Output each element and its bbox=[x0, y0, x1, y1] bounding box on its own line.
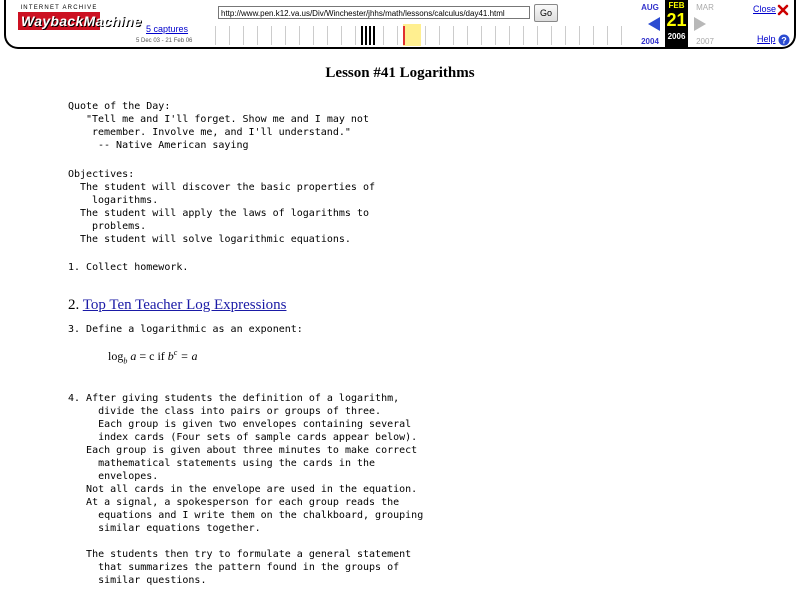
list-item-4-line: similar questions. bbox=[68, 575, 207, 586]
timeline-month-tick bbox=[313, 26, 314, 45]
list-item-4-line bbox=[68, 535, 423, 548]
logo-main-text: WaybackMachine bbox=[18, 12, 100, 30]
list-item-4-line: envelopes. bbox=[68, 471, 159, 482]
timeline-month-tick bbox=[621, 26, 622, 45]
wayback-logo[interactable] bbox=[18, 5, 142, 41]
list-item-4-line: equations and I write them on the chalkboard, grouping bbox=[68, 510, 424, 521]
top-ten-log-expressions-link[interactable]: Top Ten Teacher Log Expressions bbox=[82, 297, 287, 313]
timeline-month-tick bbox=[215, 26, 216, 45]
timeline-month-tick bbox=[341, 26, 342, 45]
timeline-capture-mark[interactable] bbox=[361, 26, 363, 45]
timeline-current-capture-mark bbox=[403, 26, 405, 45]
list-item-4 bbox=[68, 392, 423, 587]
close-icon[interactable] bbox=[777, 3, 789, 21]
help-icon[interactable] bbox=[778, 33, 790, 51]
objective-1-line-2: logarithms. bbox=[92, 195, 159, 206]
prev-month-link[interactable]: AUG bbox=[641, 3, 659, 12]
quote-heading: Quote of the Day: bbox=[68, 101, 171, 112]
objective-2-line-2: problems. bbox=[92, 221, 147, 232]
timeline-month-tick bbox=[425, 26, 426, 45]
timeline-capture-mark[interactable] bbox=[365, 26, 367, 45]
list-item-4-line: mathematical statements using the cards in the bbox=[68, 458, 376, 469]
prev-year-link[interactable]: 2004 bbox=[641, 37, 659, 46]
list-item-4-line: divide the class into pairs or groups of three. bbox=[68, 406, 382, 417]
list-item-4-line: The students then try to formulate a general statement bbox=[68, 549, 412, 560]
capture-date-range: 5 Dec 03 - 21 Feb 06 bbox=[136, 38, 193, 44]
objectives-heading: Objectives: bbox=[68, 169, 135, 180]
list-item-4-line: At a signal, a spokesperson for each group reads the bbox=[68, 497, 400, 508]
timeline-month-tick bbox=[453, 26, 454, 45]
url-input[interactable]: http://www.pen.k12.va.us/Div/Winchester/jhhs/math/lessons/calculus/day41.html bbox=[218, 6, 530, 19]
captures-link[interactable]: 5 captures bbox=[146, 24, 189, 34]
help-link[interactable]: Help bbox=[757, 34, 776, 44]
timeline-month-tick bbox=[495, 26, 496, 45]
timeline-month-tick bbox=[593, 26, 594, 45]
timeline-capture-mark[interactable] bbox=[373, 26, 375, 45]
timeline-month-tick bbox=[467, 26, 468, 45]
current-year-highlight bbox=[403, 24, 421, 46]
list-item-4-line: index cards (Four sets of sample cards appear below). bbox=[68, 432, 418, 443]
go-button[interactable]: Go bbox=[534, 4, 558, 22]
timeline-month-tick bbox=[257, 26, 258, 45]
next-month-label: MAR bbox=[696, 3, 714, 12]
timeline-month-tick bbox=[509, 26, 510, 45]
capture-timeline[interactable] bbox=[215, 24, 633, 46]
timeline-month-tick bbox=[327, 26, 328, 45]
objective-3: The student will solve logarithmic equations. bbox=[80, 234, 351, 245]
next-year-label: 2007 bbox=[696, 37, 714, 46]
timeline-month-tick bbox=[271, 26, 272, 45]
quote-attribution: -- Native American saying bbox=[98, 140, 249, 151]
prev-capture-arrow-icon[interactable] bbox=[648, 17, 660, 36]
list-item-1: 1. Collect homework. bbox=[68, 262, 189, 273]
list-item-4-line: similar equations together. bbox=[68, 523, 261, 534]
current-capture-date bbox=[665, 0, 688, 47]
list-item-4-line: Not all cards in the envelope are used in the equation. bbox=[68, 484, 418, 495]
quote-line-1: "Tell me and I'll forget. Show me and I may not bbox=[86, 114, 369, 125]
timeline-month-tick bbox=[537, 26, 538, 45]
objective-2-line-1: The student will apply the laws of logarithms to bbox=[80, 208, 369, 219]
timeline-month-tick bbox=[523, 26, 524, 45]
list-item-2-number: 2. bbox=[68, 297, 80, 313]
timeline-month-tick bbox=[285, 26, 286, 45]
objective-1-line-1: The student will discover the basic properties of bbox=[80, 182, 376, 193]
current-month: FEB bbox=[668, 1, 685, 10]
logo-top-text: INTERNET ARCHIVE bbox=[20, 5, 98, 11]
timeline-month-tick bbox=[355, 26, 356, 45]
timeline-month-tick bbox=[565, 26, 566, 45]
timeline-month-tick bbox=[383, 26, 384, 45]
quote-line-2: remember. Involve me, and I'll understand." bbox=[92, 127, 351, 138]
timeline-month-tick bbox=[229, 26, 230, 45]
timeline-month-tick bbox=[439, 26, 440, 45]
current-year: 2006 bbox=[667, 32, 686, 41]
timeline-month-tick bbox=[579, 26, 580, 45]
timeline-month-tick bbox=[481, 26, 482, 45]
next-capture-arrow-icon bbox=[694, 17, 706, 36]
close-link[interactable]: Close bbox=[753, 4, 777, 14]
list-item-2 bbox=[68, 297, 286, 314]
timeline-month-tick bbox=[243, 26, 244, 45]
list-item-4-line: Each group is given two envelopes containing several bbox=[68, 419, 412, 430]
timeline-month-tick bbox=[551, 26, 552, 45]
list-item-4-line: Each group is given about three minutes to make correct bbox=[68, 445, 418, 456]
timeline-capture-mark[interactable] bbox=[369, 26, 371, 45]
current-day: 21 bbox=[666, 10, 687, 30]
log-definition-formula: $\log_b a = c$ if $b^c = a$ bbox=[108, 348, 198, 366]
list-item-4-line: 4. After giving students the definition of a logarithm, bbox=[68, 393, 400, 404]
list-item-3: 3. Define a logarithmic as an exponent: bbox=[68, 324, 303, 335]
page-title: Lesson #41 Logarithms bbox=[325, 65, 475, 81]
timeline-month-tick bbox=[299, 26, 300, 45]
timeline-month-tick bbox=[397, 26, 398, 45]
timeline-month-tick bbox=[607, 26, 608, 45]
wayback-toolbar bbox=[0, 0, 800, 50]
list-item-4-line: that summarizes the pattern found in the groups of bbox=[68, 562, 400, 573]
svg-text:?: ? bbox=[781, 35, 787, 46]
